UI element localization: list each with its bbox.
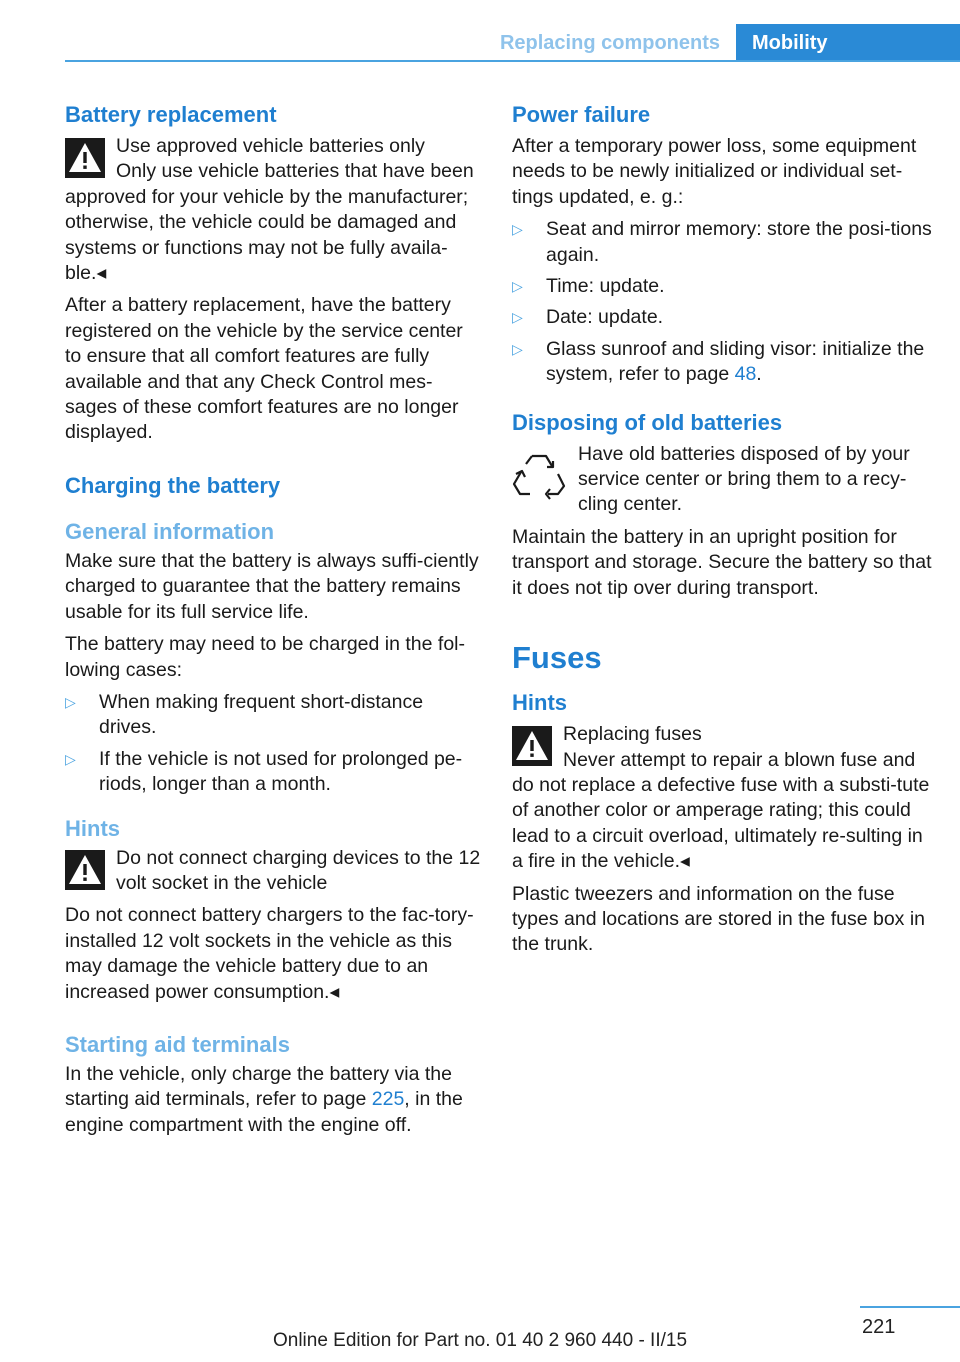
heading-starting-aid-terminals: Starting aid terminals (65, 1031, 290, 1057)
warning-line-1: Never attempt to repair a blown fuse and (563, 748, 916, 771)
paragraph-battery-position: Maintain the battery in an upright position for transport and storage. Secure the battery so that it does not tip over during transport. (512, 525, 932, 599)
page-link-225[interactable]: 225 (371, 1088, 405, 1111)
list-power-failure (512, 217, 932, 387)
warning-title: Do not connect charging devices to the 12 volt socket in the vehicle (116, 846, 481, 894)
list-item: ▷ When making frequent short-distance drives. (65, 690, 424, 739)
triangle-bullet-icon: ▷ (65, 693, 76, 710)
footer-rule (860, 1306, 960, 1308)
page-link-48[interactable]: 48 (734, 363, 757, 386)
warning-approved-batteries (65, 134, 483, 286)
heading-general-information: General information (65, 518, 275, 544)
header-chapter-tab: Mobility (736, 24, 960, 62)
warning-triangle-icon (65, 138, 105, 178)
triangle-bullet-icon: ▷ (512, 309, 523, 326)
left-column (65, 100, 483, 1145)
header-section-title: Replacing components (499, 32, 720, 54)
heading-fuses: Fuses (512, 640, 602, 676)
heading-charging-battery: Charging the battery (65, 472, 281, 498)
warning-replacing-fuses (512, 722, 932, 874)
warning-title: Use approved vehicle batteries only (116, 135, 425, 157)
heading-disposing-batteries: Disposing of old batteries (512, 409, 783, 435)
triangle-bullet-icon: ▷ (512, 221, 523, 238)
paragraph-power-loss: After a temporary power loss, some equipment needs to be newly initialized or individual set-tings updated, e. g.: (512, 135, 917, 208)
warning-body: do not replace a defective fuse with a substi-tute of another color or amperage rating; this could lead to a circuit overload, ultimately re-sulting in a fire in the vehicle.◂ (512, 773, 930, 873)
list-item: ▷ If the vehicle is not used for prolonged pe-riods, longer than a month. (65, 747, 463, 796)
page-header (0, 24, 960, 62)
paragraph-fuse-box: Plastic tweezers and information on the fuse types and locations are stored in the fuse box in the trunk. (512, 882, 926, 956)
warning-body: Do not connect battery chargers to the fac-tory-installed 12 volt sockets in the vehicle as this may damage the vehicle battery due to an increased power consumption.◂ (65, 904, 474, 1003)
triangle-bullet-icon: ▷ (512, 278, 523, 295)
heading-battery-replacement: Battery replacement (65, 102, 277, 127)
warning-12v-socket (65, 846, 483, 1005)
paragraph-charge-sufficiently: Make sure that the battery is always suffi-ciently charged to guarantee that the battery remains usable for its full service life. (65, 549, 479, 623)
triangle-bullet-icon: ▷ (65, 750, 76, 767)
heading-hints: Hints (65, 815, 120, 841)
footer-edition: Online Edition for Part no. 01 40 2 960 440 - II/15 (272, 1330, 688, 1351)
paragraph-battery-registration: After a battery replacement, have the battery registered on the vehicle by the service center to ensure that all comfort features are fully available and that any Check Control mes-sages of these comfort features are no longer displayed. (65, 294, 463, 444)
warning-line-1: Only use vehicle batteries that have been (116, 160, 474, 183)
warning-triangle-icon (65, 850, 105, 890)
list-item: ▷ Date: update. (512, 305, 932, 330)
warning-body: approved for your vehicle by the manufacturer; otherwise, the vehicle could be damaged and systems or functions may not be fully availa-ble.◂ (65, 185, 469, 285)
list-item: ▷ Seat and mirror memory: store the posi-tions again. (512, 218, 932, 266)
list-charge-cases (65, 690, 483, 798)
heading-power-failure: Power failure (512, 102, 651, 127)
page-number: 221 (862, 1316, 896, 1338)
list-item: ▷ Time: update. (512, 274, 932, 299)
paragraph-starting-aid: In the vehicle, only charge the battery via the starting aid terminals, refer to page 225, in the engine compartment with the engine off. (65, 1062, 463, 1136)
recycle-text: Have old batteries disposed of by your service center or bring them to a recy-cling center. (578, 442, 910, 516)
recycle-note (512, 442, 932, 518)
list-item: ▷ Glass sunroof and sliding visor: initialize the system, refer to page 48. (512, 337, 925, 386)
paragraph-charge-cases: The battery may need to be charged in the fol-lowing cases: (65, 633, 465, 681)
right-column (512, 100, 932, 965)
warning-title: Replacing fuses (563, 723, 702, 746)
recycle-icon (512, 448, 566, 502)
header-rule (65, 60, 960, 62)
heading-fuse-hints: Hints (512, 690, 567, 716)
triangle-bullet-icon: ▷ (512, 340, 523, 357)
warning-triangle-icon (512, 726, 552, 766)
